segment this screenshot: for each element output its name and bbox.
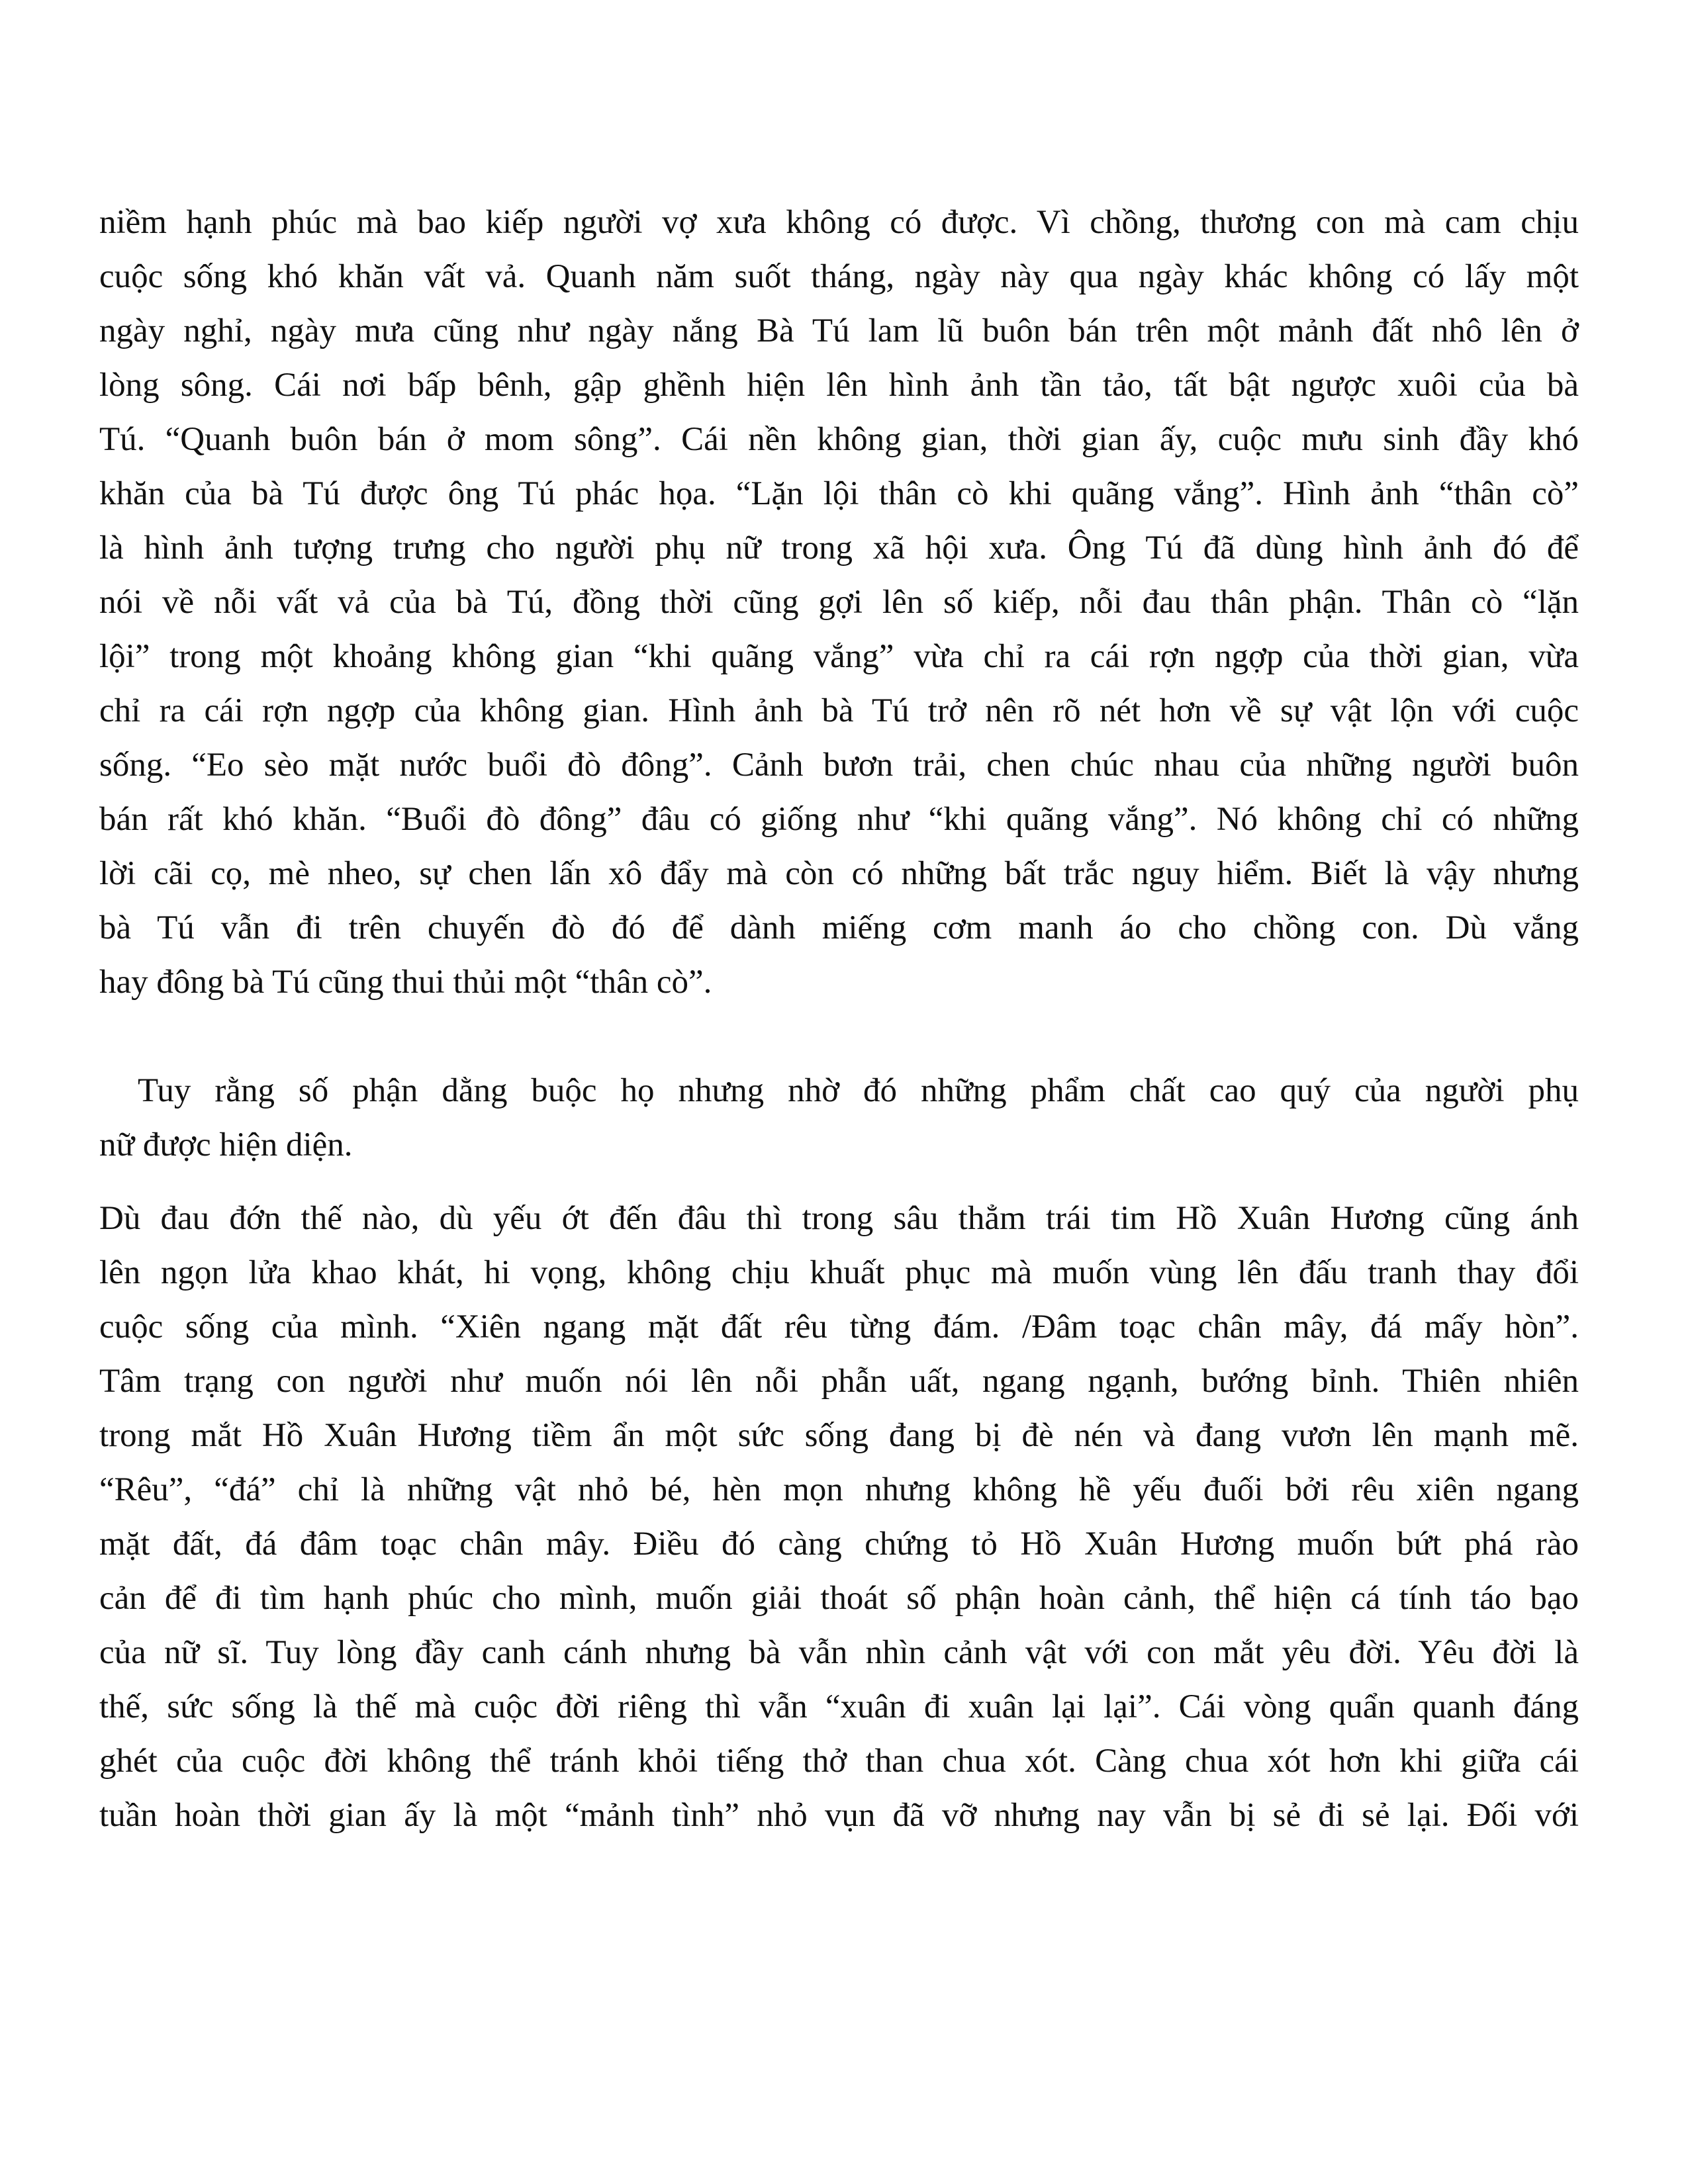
text-line: lên ngọn lửa khao khát, hi vọng, không chịu khuất phục mà muốn vùng lên đấu tranh thay đổi bbox=[99, 1254, 1579, 1291]
text-line: Tâm trạng con người như muốn nói lên nỗi phẫn uất, ngang ngạnh, bướng bỉnh. Thiên nhiên bbox=[99, 1363, 1579, 1400]
text-line: nữ được hiện diện. bbox=[99, 1126, 353, 1163]
text-line: Tuy rằng số phận dằng buộc họ nhưng nhờ đó những phẩm chất cao quý của người phụ bbox=[138, 1072, 1579, 1109]
text-line: lời cãi cọ, mè nheo, sự chen lấn xô đẩy mà còn có những bất trắc nguy hiểm. Biết là vậy nhưng bbox=[99, 855, 1579, 892]
text-line: “Rêu”, “đá” chỉ là những vật nhỏ bé, hèn mọn nhưng không hề yếu đuối bởi rêu xiên ngang bbox=[99, 1471, 1579, 1508]
text-line: niềm hạnh phúc mà bao kiếp người vợ xưa không có được. Vì chồng, thương con mà cam chịu bbox=[99, 204, 1579, 241]
text-line: lòng sông. Cái nơi bấp bênh, gập ghềnh hiện lên hình ảnh tần tảo, tất bật ngược xuôi của bà bbox=[99, 367, 1579, 404]
text-line: mặt đất, đá đâm toạc chân mây. Điều đó càng chứng tỏ Hồ Xuân Hương muốn bứt phá rào bbox=[99, 1525, 1579, 1563]
text-line: chỉ ra cái rợn ngợp của không gian. Hình ảnh bà Tú trở nên rõ nét hơn về sự vật lộn với cuộc bbox=[99, 692, 1579, 729]
text-line: Dù đau đớn thế nào, dù yếu ớt đến đâu thì trong sâu thẳm trái tim Hồ Xuân Hương cũng ánh bbox=[99, 1200, 1579, 1237]
paragraph-3 bbox=[99, 1191, 1579, 1843]
text-line: ngày nghỉ, ngày mưa cũng như ngày nắng Bà Tú lam lũ buôn bán trên một mảnh đất nhô lên ở bbox=[99, 312, 1579, 349]
paragraph-2 bbox=[99, 1064, 1579, 1172]
text-line: ghét của cuộc đời không thể tránh khỏi tiếng thở than chua xót. Càng chua xót hơn khi giữa cái bbox=[99, 1743, 1579, 1780]
text-line: hay đông bà Tú cũng thui thủi một “thân cò”. bbox=[99, 964, 712, 1001]
text-line: nói về nỗi vất vả của bà Tú, đồng thời cũng gợi lên số kiếp, nỗi đau thân phận. Thân cò “lặn bbox=[99, 584, 1579, 621]
text-line: bán rất khó khăn. “Buổi đò đông” đâu có giống như “khi quãng vắng”. Nó không chỉ có những bbox=[99, 801, 1579, 838]
text-line: thế, sức sống là thế mà cuộc đời riêng thì vẫn “xuân đi xuân lại lại”. Cái vòng quẩn quanh đáng bbox=[99, 1688, 1579, 1725]
text-line: tuần hoàn thời gian ấy là một “mảnh tình” nhỏ vụn đã vỡ nhưng nay vẫn bị sẻ đi sẻ lại. Đối với bbox=[99, 1797, 1579, 1834]
paragraph-1 bbox=[99, 195, 1579, 1009]
text-line: cản để đi tìm hạnh phúc cho mình, muốn giải thoát số phận hoàn cảnh, thể hiện cá tính táo bạo bbox=[99, 1580, 1579, 1617]
text-line: bà Tú vẫn đi trên chuyến đò đó để dành miếng cơm manh áo cho chồng con. Dù vắng bbox=[99, 909, 1579, 946]
text-line: trong mắt Hồ Xuân Hương tiềm ẩn một sức sống đang bị đè nén và đang vươn lên mạnh mẽ. bbox=[99, 1417, 1579, 1454]
text-line: cuộc sống của mình. “Xiên ngang mặt đất rêu từng đám. /Đâm toạc chân mây, đá mấy hòn”. bbox=[99, 1308, 1579, 1345]
text-line: lội” trong một khoảng không gian “khi quãng vắng” vừa chỉ ra cái rợn ngợp của thời gian, vừa bbox=[99, 638, 1579, 675]
text-line: khăn của bà Tú được ông Tú phác họa. “Lặn lội thân cò khi quãng vắng”. Hình ảnh “thân cò” bbox=[99, 475, 1579, 512]
text-line: sống. “Eo sèo mặt nước buổi đò đông”. Cảnh bươn trải, chen chúc nhau của những người buôn bbox=[99, 747, 1579, 784]
text-line: của nữ sĩ. Tuy lòng đầy canh cánh nhưng bà vẫn nhìn cảnh vật với con mắt yêu đời. Yêu đời là bbox=[99, 1634, 1579, 1671]
text-line: cuộc sống khó khăn vất vả. Quanh năm suốt tháng, ngày này qua ngày khác không có lấy một bbox=[99, 258, 1579, 295]
text-line: Tú. “Quanh buôn bán ở mom sông”. Cái nền không gian, thời gian ấy, cuộc mưu sinh đầy khó bbox=[99, 421, 1579, 458]
text-line: là hình ảnh tượng trưng cho người phụ nữ trong xã hội xưa. Ông Tú đã dùng hình ảnh đó để bbox=[99, 529, 1579, 567]
